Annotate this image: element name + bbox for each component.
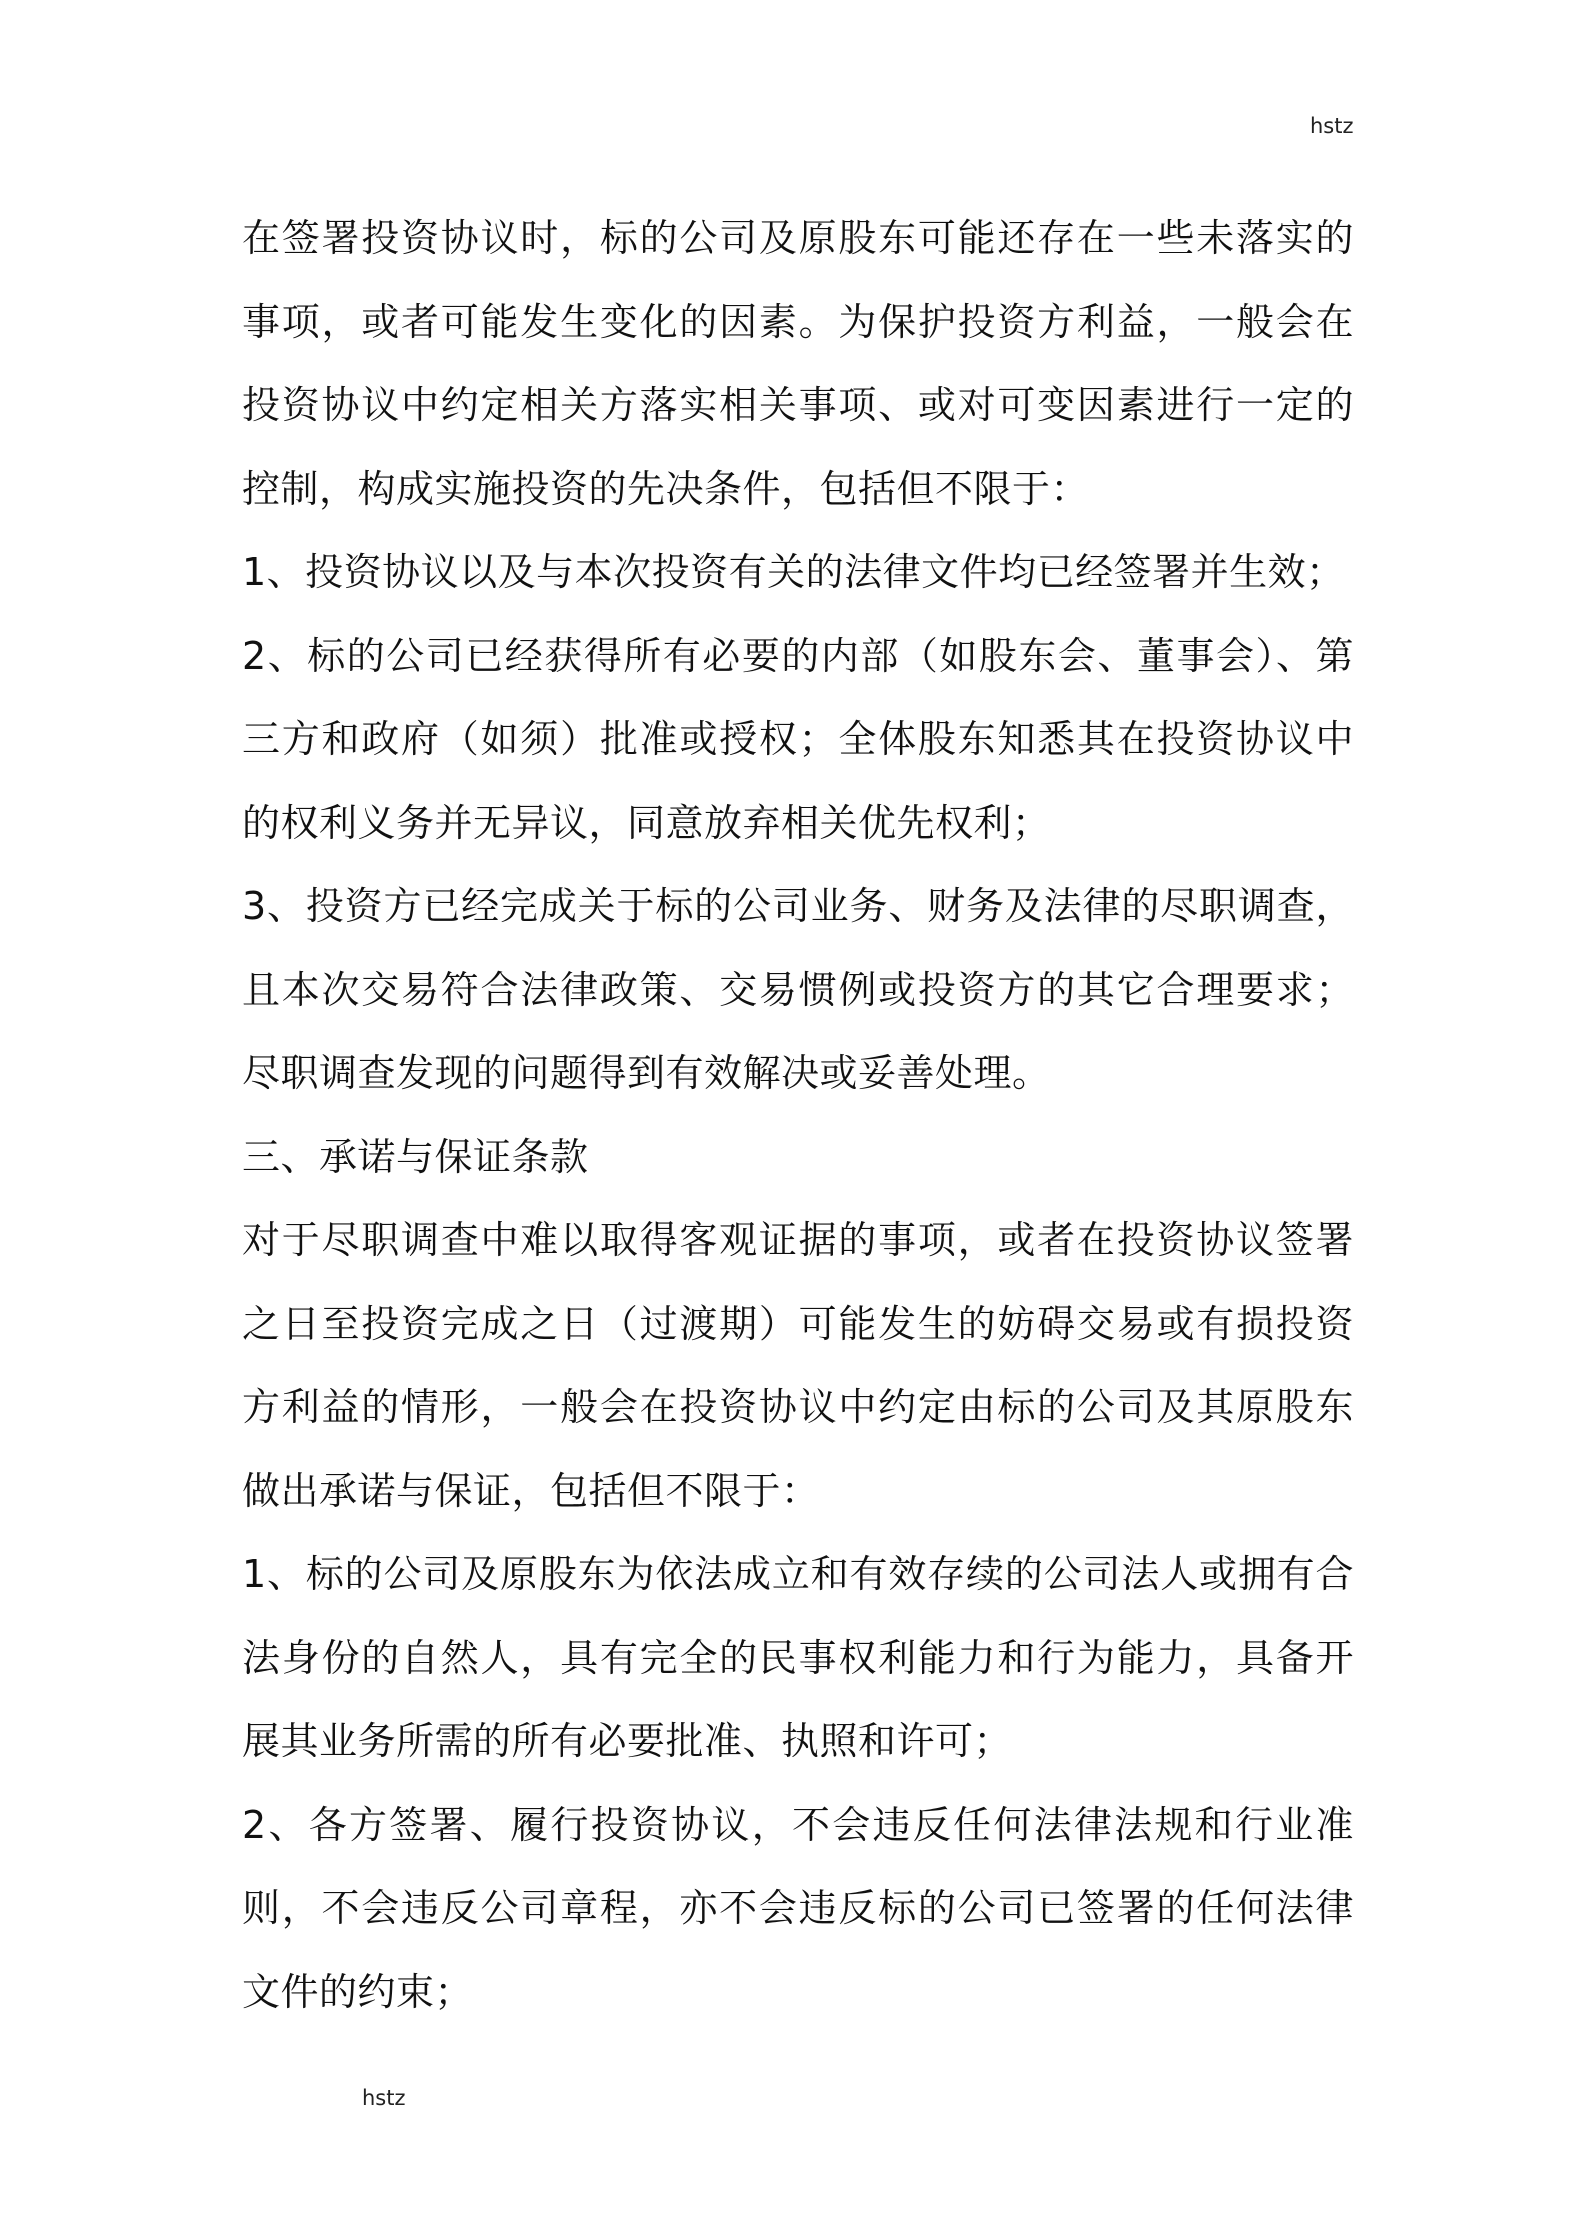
document-body	[242, 197, 1354, 2034]
footer-mark: hstz	[362, 2086, 406, 2110]
paragraph-precondition-intro: 在签署投资协议时，标的公司及原股东可能还存在一些未落实的事项，或者可能发生变化的因素。为保护投资方利益，一般会在投资协议中约定相关方落实相关事项、或对可变因素进行一定的控制，构成实施投资的先决条件，包括但不限于：	[242, 216, 1354, 511]
paragraph-warranty-2: 2、各方签署、履行投资协议，不会违反任何法律法规和行业准则，不会违反公司章程，亦不会违反标的公司已签署的任何法律文件的约束；	[242, 1802, 1354, 2014]
header-mark: hstz	[1310, 114, 1354, 138]
paragraph-warranties-intro: 对于尽职调查中难以取得客观证据的事项，或者在投资协议签署之日至投资完成之日（过渡期）可能发生的妨碍交易或有损投资方利益的情形，一般会在投资协议中约定由标的公司及其原股东做出承诺与保证，包括但不限于：	[242, 1218, 1354, 1513]
paragraph-precondition-3: 3、投资方已经完成关于标的公司业务、财务及法律的尽职调查，且本次交易符合法律政策、交易惯例或投资方的其它合理要求；尽职调查发现的问题得到有效解决或妥善处理。	[242, 884, 1354, 1095]
section-heading-warranties: 三、承诺与保证条款	[242, 1134, 589, 1179]
paragraph-precondition-2: 2、标的公司已经获得所有必要的内部（如股东会、董事会）、第三方和政府（如须）批准或授权；全体股东知悉其在投资协议中的权利义务并无异议，同意放弃相关优先权利；	[242, 633, 1354, 845]
paragraph-warranty-1: 1、标的公司及原股东为依法成立和有效存续的公司法人或拥有合法身份的自然人，具有完全的民事权利能力和行为能力，具备开展其业务所需的所有必要批准、执照和许可；	[242, 1552, 1354, 1763]
paragraph-precondition-1: 1、投资协议以及与本次投资有关的法律文件均已经签署并生效；	[242, 550, 1345, 594]
